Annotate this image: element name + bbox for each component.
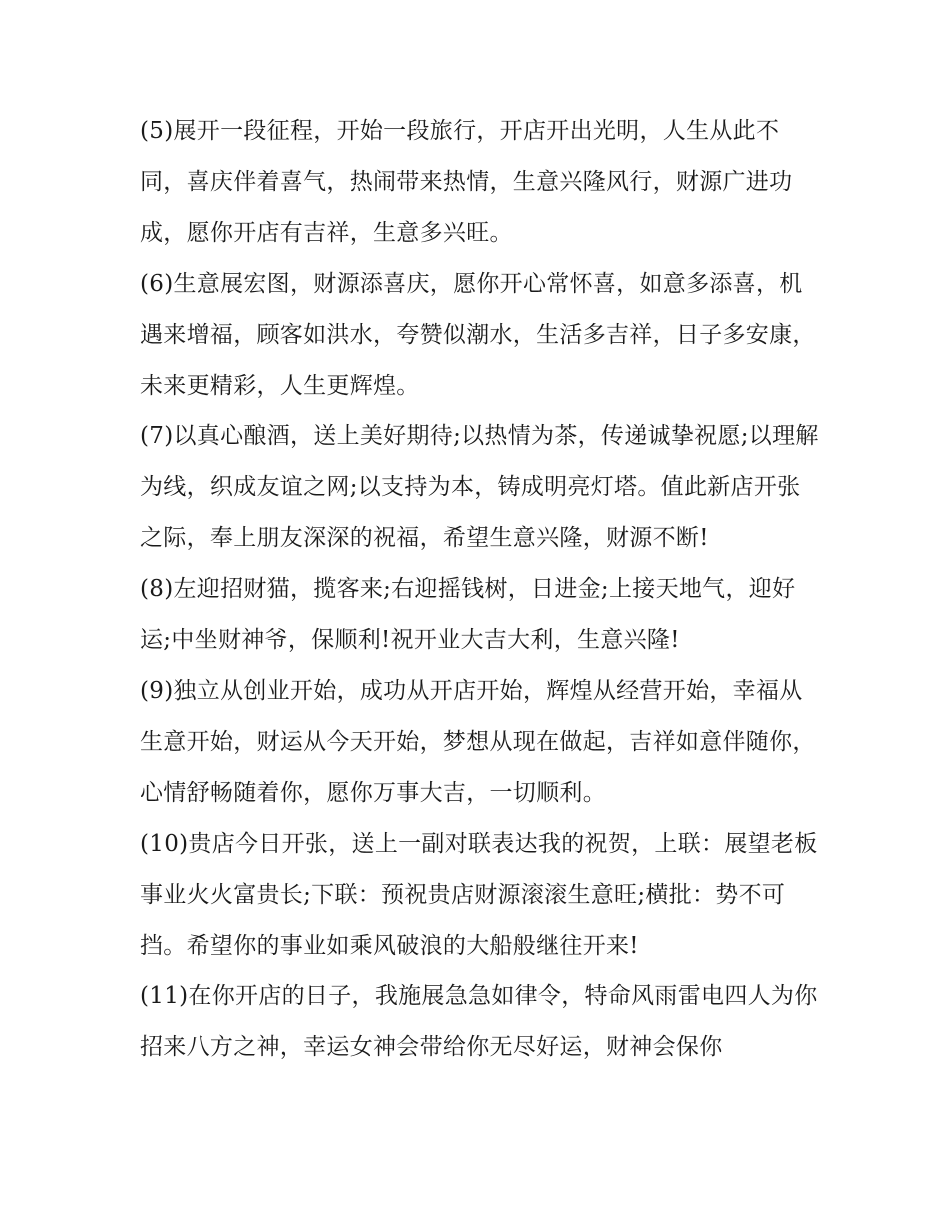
paragraph-5: (5)展开一段征程，开始一段旅行，开店开出光明，人生从此不同，喜庆伴着喜气，热闹带来热情，生意兴隆风行，财源广进功成，愿你开店有吉祥，生意多兴旺。 — [140, 118, 793, 246]
paragraph-10: (10)贵店今日开张，送上一副对联表达我的祝贺，上联：展望老板事业火火富贵长;下联：预祝贵店财源滚滚生意旺;横批：势不可挡。希望你的事业如乘风破浪的大船般继往开来! — [140, 830, 818, 959]
paragraph-8: (8)左迎招财猫，揽客来;右迎摇钱树，日进金;上接天地气，迎好运;中坐财神爷，保顺利!祝开业大吉大利，生意兴隆! — [140, 576, 796, 654]
paragraph-11: (11)在你开店的日子，我施展急急如律令，特命风雨雷电四人为你招来八方之神，幸运女神会带给你无尽好运，财神会保你 — [140, 983, 818, 1061]
paragraph-6: (6)生意展宏图，财源添喜庆，愿你开心常怀喜，如意多添喜，机遇来增福，顾客如洪水，夸赞似潮水，生活多吉祥，日子多安康，未来更精彩，人生更辉煌。 — [140, 270, 816, 399]
paragraph-7: (7)以真心酿酒，送上美好期待;以热情为茶，传递诚挚祝愿;以理解为线，织成友谊之网;以支持为本，铸成明亮灯塔。值此新店开张之际，奉上朋友深深的祝福，希望生意兴隆，财源不断! — [140, 423, 819, 552]
paragraph-9: (9)独立从创业开始，成功从开店开始，辉煌从经营开始，幸福从生意开始，财运从今天开始，梦想从现在做起，吉祥如意伴随你，心情舒畅随着你，愿你万事大吉，一切顺利。 — [140, 677, 816, 806]
document-body — [140, 106, 820, 1073]
